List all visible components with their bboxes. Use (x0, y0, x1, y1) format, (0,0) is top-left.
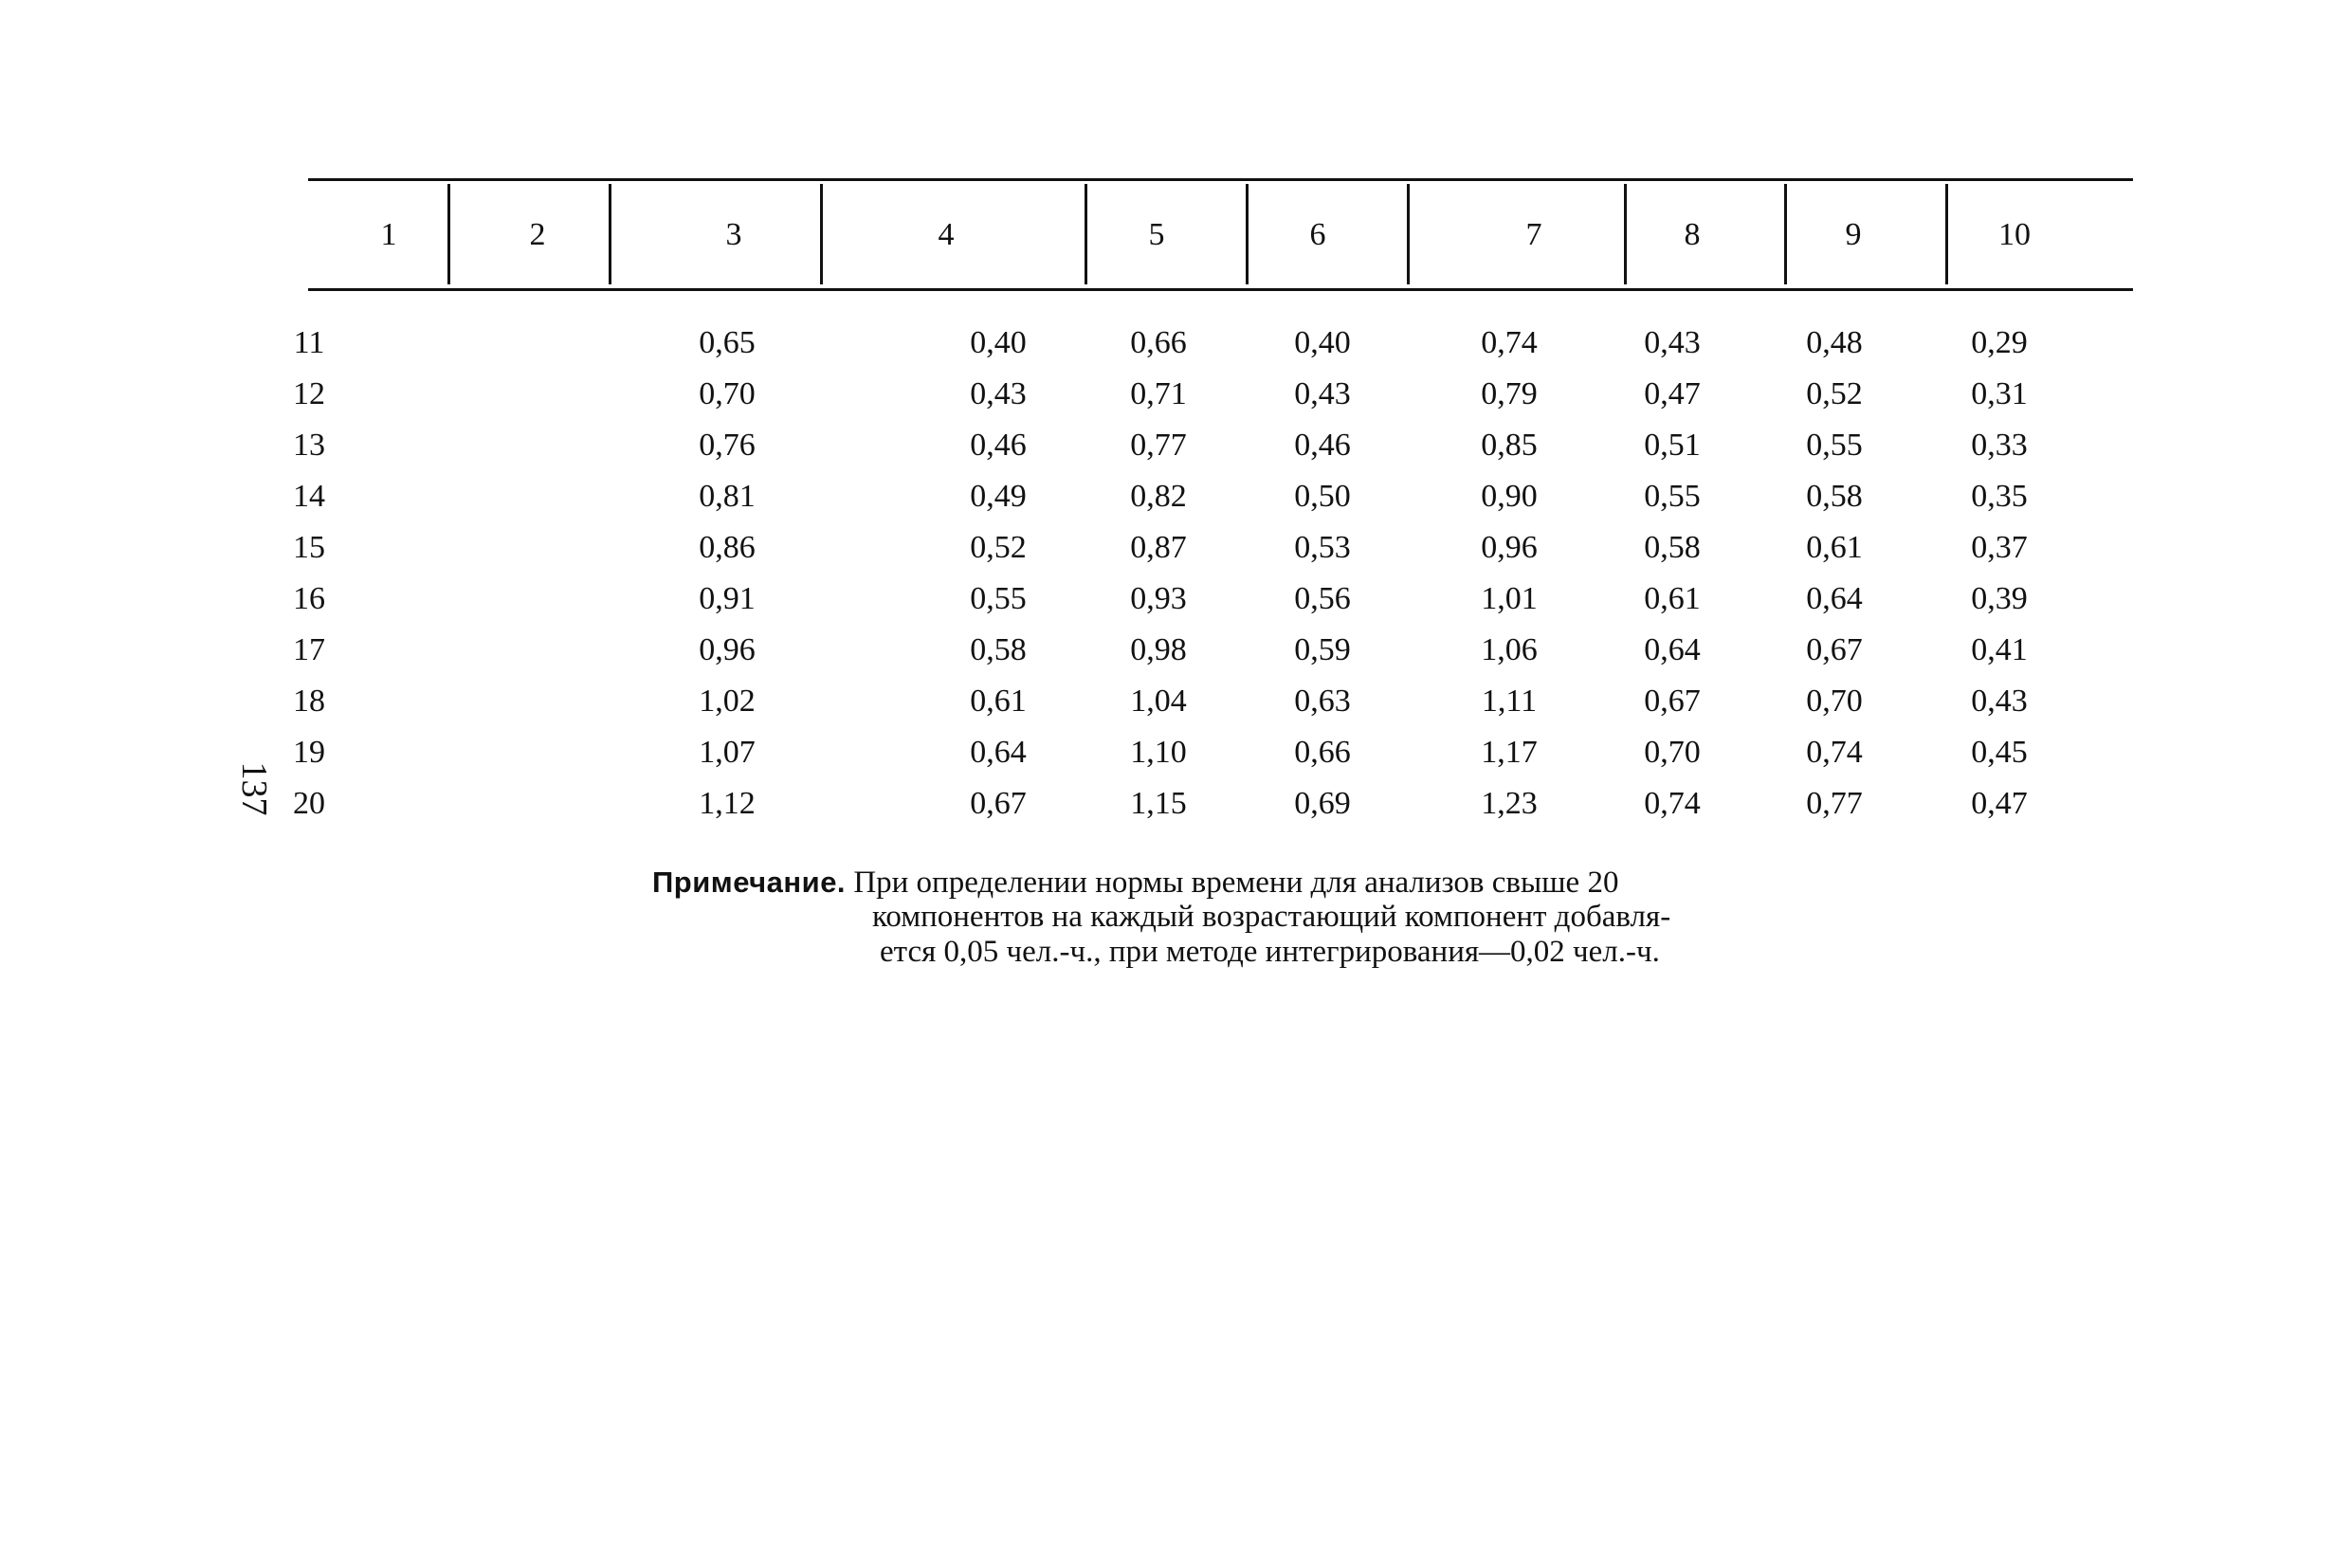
column-header: 1 (380, 217, 397, 252)
table-cell: 0,77 (1130, 428, 1187, 463)
table-cell: 0,46 (970, 428, 1027, 463)
column-header: 3 (725, 217, 742, 252)
table-cell: 0,91 (699, 581, 756, 616)
column-separator (1945, 184, 1948, 284)
table-cell: 0,64 (1644, 632, 1701, 667)
footnote-label: Примечание. (652, 866, 847, 899)
table-cell: 0,47 (1644, 376, 1701, 411)
table-cell: 0,69 (1294, 786, 1351, 821)
footnote-text: При определении нормы времени для анализов свыше 20 (853, 866, 1619, 900)
table-cell: 0,64 (970, 735, 1027, 770)
header-top-rule (308, 178, 2133, 181)
column-separator (1784, 184, 1787, 284)
table-cell: 0,67 (1806, 632, 1863, 667)
table-row (0, 522, 2352, 574)
table-cell: 0,74 (1806, 735, 1863, 770)
row-number: 16 (293, 581, 325, 616)
column-separator (1407, 184, 1410, 284)
table-cell: 0,50 (1294, 479, 1351, 514)
table-cell: 0,66 (1130, 325, 1187, 360)
table-row (0, 727, 2352, 778)
table-cell: 0,45 (1971, 735, 2028, 770)
table-cell: 0,41 (1971, 632, 2028, 667)
table-cell: 0,55 (1806, 428, 1863, 463)
column-separator (609, 184, 611, 284)
page-number: 137 (234, 761, 274, 816)
table-row (0, 369, 2352, 420)
table-cell: 0,43 (1644, 325, 1701, 360)
table-cell: 0,77 (1806, 786, 1863, 821)
table-cell: 0,70 (1644, 735, 1701, 770)
table-cell: 1,04 (1130, 684, 1187, 719)
table-cell: 1,12 (699, 786, 756, 821)
row-number: 18 (293, 684, 325, 719)
column-separator (1246, 184, 1249, 284)
column-header: 7 (1525, 217, 1542, 252)
table-cell: 0,67 (1644, 684, 1701, 719)
table-cell: 0,86 (699, 530, 756, 565)
table-cell: 0,39 (1971, 581, 2028, 616)
column-header: 8 (1684, 217, 1701, 252)
row-number: 14 (293, 479, 325, 514)
table-cell: 0,61 (1806, 530, 1863, 565)
table-cell: 0,66 (1294, 735, 1351, 770)
table-cell: 1,10 (1130, 735, 1187, 770)
table-cell: 0,40 (970, 325, 1027, 360)
column-separator (1085, 184, 1087, 284)
table-cell: 0,58 (1644, 530, 1701, 565)
table-cell: 0,85 (1481, 428, 1538, 463)
table-row (0, 778, 2352, 830)
table-cell: 1,23 (1481, 786, 1538, 821)
row-number: 11 (293, 325, 325, 360)
table-cell: 0,70 (1806, 684, 1863, 719)
table-cell: 1,11 (1481, 684, 1538, 719)
footnote-line: компонентов на каждый возрастающий компонент добавля- (872, 900, 1671, 934)
table-cell: 0,49 (970, 479, 1027, 514)
table-cell: 1,02 (699, 684, 756, 719)
table-cell: 0,67 (970, 786, 1027, 821)
row-number: 15 (293, 530, 325, 565)
table-row (0, 471, 2352, 522)
row-number: 20 (293, 786, 325, 821)
table-cell: 0,58 (970, 632, 1027, 667)
table-cell: 1,01 (1481, 581, 1538, 616)
table-cell: 1,07 (699, 735, 756, 770)
table-cell: 0,55 (1644, 479, 1701, 514)
table-cell: 0,64 (1806, 581, 1863, 616)
table-cell: 0,76 (699, 428, 756, 463)
table-cell: 0,52 (1806, 376, 1863, 411)
table-cell: 0,87 (1130, 530, 1187, 565)
table-cell: 0,31 (1971, 376, 2028, 411)
table-cell: 0,43 (970, 376, 1027, 411)
table-cell: 0,98 (1130, 632, 1187, 667)
table-cell: 1,17 (1481, 735, 1538, 770)
header-bottom-rule (308, 288, 2133, 291)
table-row (0, 318, 2352, 369)
table-cell: 0,70 (699, 376, 756, 411)
table-cell: 0,35 (1971, 479, 2028, 514)
table-cell: 0,82 (1130, 479, 1187, 514)
table-cell: 0,96 (1481, 530, 1538, 565)
row-number: 17 (293, 632, 325, 667)
column-separator (820, 184, 823, 284)
table-cell: 0,61 (1644, 581, 1701, 616)
row-number: 13 (293, 428, 325, 463)
table-cell: 0,61 (970, 684, 1027, 719)
column-header: 5 (1148, 217, 1165, 252)
table-cell: 0,29 (1971, 325, 2028, 360)
table-row (0, 625, 2352, 676)
table-cell: 1,06 (1481, 632, 1538, 667)
table-cell: 0,79 (1481, 376, 1538, 411)
table-cell: 0,47 (1971, 786, 2028, 821)
row-number: 19 (293, 735, 325, 770)
table-cell: 0,59 (1294, 632, 1351, 667)
footnote-line (652, 865, 1618, 901)
row-number: 12 (293, 376, 325, 411)
column-separator (1624, 184, 1627, 284)
table-cell: 0,52 (970, 530, 1027, 565)
column-separator (447, 184, 450, 284)
column-header: 6 (1309, 217, 1326, 252)
table-cell: 0,40 (1294, 325, 1351, 360)
table-cell: 0,43 (1294, 376, 1351, 411)
table-row (0, 420, 2352, 471)
table-cell: 0,58 (1806, 479, 1863, 514)
column-header: 4 (938, 217, 955, 252)
table-cell: 0,90 (1481, 479, 1538, 514)
table-cell: 1,15 (1130, 786, 1187, 821)
table-cell: 0,71 (1130, 376, 1187, 411)
table-cell: 0,81 (699, 479, 756, 514)
table-cell: 0,93 (1130, 581, 1187, 616)
column-header: 10 (1998, 217, 2031, 252)
table-cell: 0,46 (1294, 428, 1351, 463)
table-cell: 0,43 (1971, 684, 2028, 719)
column-header: 2 (529, 217, 546, 252)
table-cell: 0,53 (1294, 530, 1351, 565)
table-cell: 0,55 (970, 581, 1027, 616)
table-cell: 0,33 (1971, 428, 2028, 463)
column-header: 9 (1845, 217, 1862, 252)
table-row (0, 676, 2352, 727)
table-cell: 0,74 (1644, 786, 1701, 821)
table-cell: 0,63 (1294, 684, 1351, 719)
table-cell: 0,65 (699, 325, 756, 360)
table-cell: 0,51 (1644, 428, 1701, 463)
table-cell: 0,96 (699, 632, 756, 667)
table-cell: 0,48 (1806, 325, 1863, 360)
table-cell: 0,37 (1971, 530, 2028, 565)
table-cell: 0,74 (1481, 325, 1538, 360)
table-cell: 0,56 (1294, 581, 1351, 616)
table-row (0, 574, 2352, 625)
footnote-line: ется 0,05 чел.-ч., при методе интегрирования—0,02 чел.-ч. (880, 935, 1660, 969)
